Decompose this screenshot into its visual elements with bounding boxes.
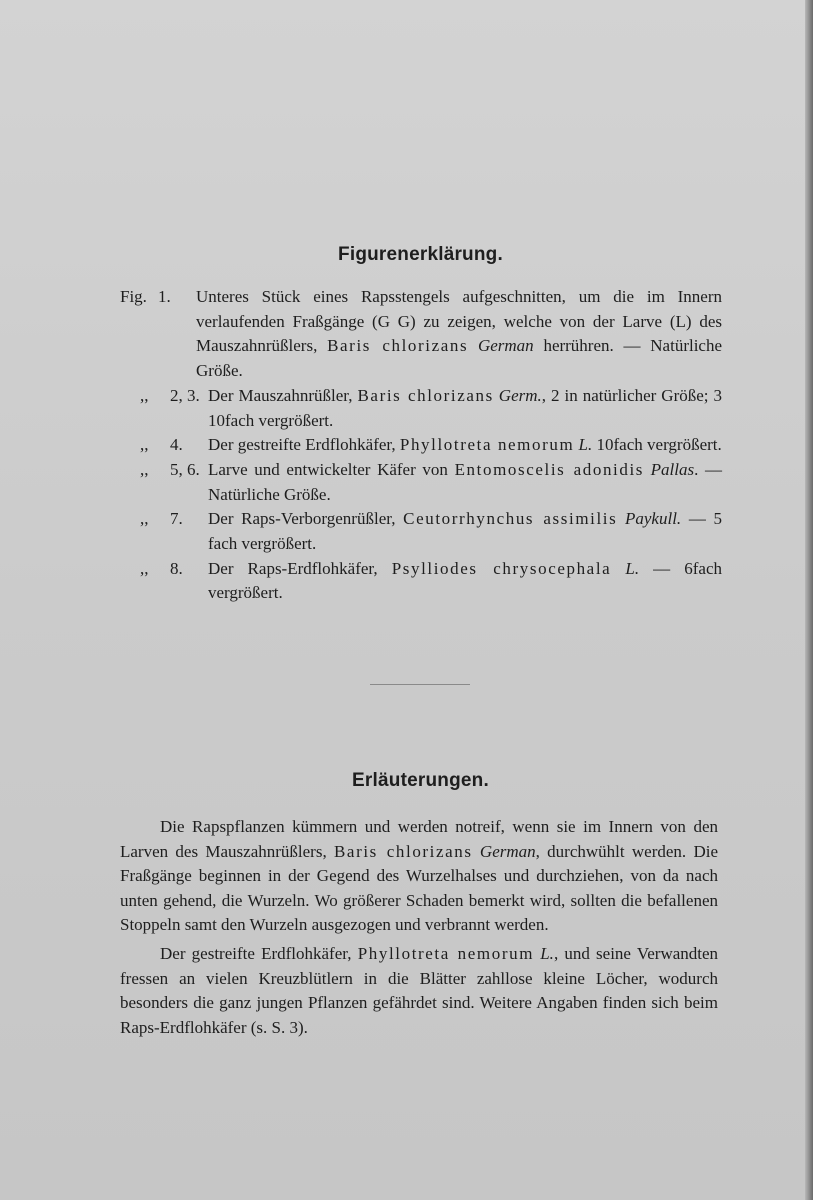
figure-prefix: Fig. bbox=[120, 287, 147, 306]
page-edge-shadow bbox=[805, 0, 813, 1200]
species-author: German bbox=[477, 336, 534, 356]
figure-prefix: ,, bbox=[140, 385, 149, 405]
species-author: Germ. bbox=[498, 385, 542, 405]
explanation-paragraph: Die Rapspflanzen kümmern und werden notreif, wenn sie im Innern von den Larven des Mauszahnrüßlers, Baris chlorizans German, durchwühlt werden. Die Fraßgänge beginnen in der Gegend des Wurzelhalses und durchziehen, von da nach unten gehend, die Wurzeln. Wo größerer Schaden bemerkt wird, sollten die befallenen Stoppeln samt den Wurzeln ausgezogen und verbrannt werden. bbox=[120, 817, 719, 935]
section-divider bbox=[370, 684, 470, 685]
figure-number: 4. bbox=[170, 435, 183, 455]
species-author: Paykull. bbox=[625, 509, 682, 529]
species-name: Phyllotreta nemorum bbox=[399, 435, 575, 455]
explanations-title: Erläuterungen. bbox=[352, 770, 489, 791]
figure-legend-list bbox=[120, 285, 722, 606]
figure-item bbox=[120, 557, 722, 606]
explanation-paragraph: Der gestreifte Erdflohkäfer, Phyllotreta nemorum L., und seine Verwandten fressen an vielen Kreuzblütlern in die Blätter zahllose kleine Löcher, wodurch besonders die ganz jungen Pflanzen gefährdet sind. Weitere Angaben finden sich beim Raps-Erdflohkäfer (s. S. 3). bbox=[120, 943, 719, 1037]
figure-description: Unteres Stück eines Rapsstengels aufgeschnitten, um die im Innern verlaufenden Fraßgänge (G G) zu zeigen, welche von der Larve (L) des Mauszahnrüßlers, Baris chlorizans German herrühren. — Natürliche Größe. bbox=[196, 287, 723, 381]
figure-number: 7. bbox=[170, 509, 183, 529]
figure-number: 1. bbox=[158, 287, 171, 306]
species-name: Baris chlorizans bbox=[327, 336, 469, 356]
figure-prefix: ,, bbox=[140, 558, 149, 578]
figure-description: Der Raps-Verborgenrüßler, Ceutorrhynchus assimilis Paykull. — 5 fach vergrößert. bbox=[208, 509, 723, 554]
figure-description: Larve und entwickelter Käfer von Entomoscelis adonidis Pallas. — Natürliche Größe. bbox=[208, 459, 723, 504]
figure-prefix: ,, bbox=[140, 509, 149, 529]
species-name: Baris chlorizans bbox=[357, 385, 494, 405]
species-author: L. bbox=[578, 435, 593, 455]
species-name: Phyllotreta nemorum bbox=[357, 943, 535, 963]
species-name: Psylliodes chrysocephala bbox=[391, 558, 612, 578]
figure-legend-title: Figurenerklärung. bbox=[338, 244, 503, 265]
figure-item bbox=[120, 507, 722, 556]
figure-description: Der gestreifte Erdflohkäfer, Phyllotreta nemorum L. 10fach vergrößert. bbox=[208, 435, 722, 455]
figure-description: Der Raps-Erdflohkäfer, Psylliodes chrysocephala L. — 6fach vergrößert. bbox=[208, 558, 723, 603]
figure-number: 8. bbox=[170, 558, 183, 578]
explanations-body bbox=[120, 815, 718, 1044]
species-author: L. bbox=[540, 943, 554, 963]
figure-item bbox=[120, 384, 722, 433]
species-author: German bbox=[479, 841, 536, 861]
figure-description: Der Mauszahnrüßler, Baris chlorizans Germ., 2 in natürlicher Größe; 3 10fach vergrößert. bbox=[208, 385, 722, 430]
figure-item bbox=[120, 433, 722, 458]
species-name: Baris chlorizans bbox=[333, 841, 473, 861]
figure-number: 5, 6. bbox=[170, 459, 200, 479]
species-author: Pallas bbox=[650, 459, 695, 479]
species-name: Entomoscelis adonidis bbox=[454, 459, 645, 479]
species-author: L. bbox=[625, 558, 640, 578]
figure-number: 2, 3. bbox=[170, 385, 200, 405]
figure-item bbox=[120, 285, 722, 384]
figure-prefix: ,, bbox=[140, 435, 149, 455]
species-name: Ceutorrhynchus assimilis bbox=[403, 509, 618, 529]
figure-item bbox=[120, 458, 722, 507]
figure-prefix: ,, bbox=[140, 459, 149, 479]
